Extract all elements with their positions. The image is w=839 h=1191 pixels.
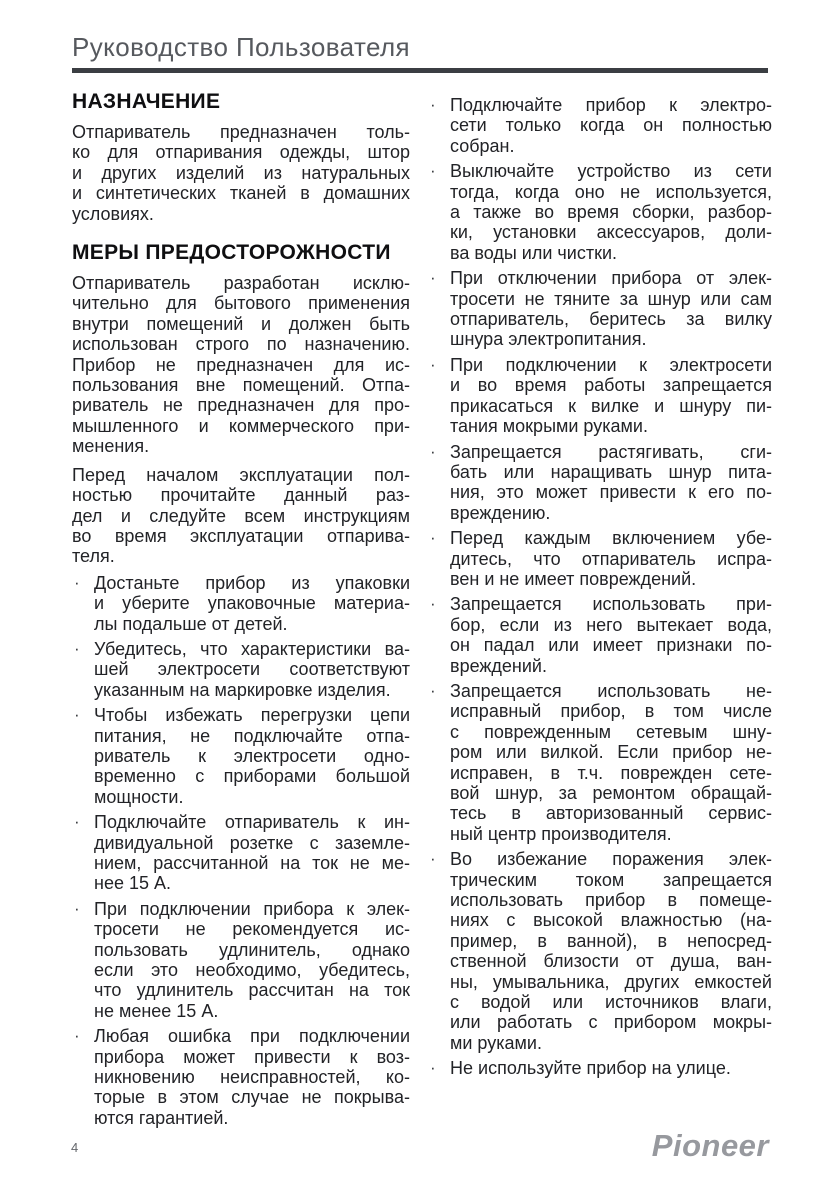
text-line: Чтобы избежать перегрузки цепи	[94, 705, 410, 726]
text-line: исправен, в т.ч. поврежден сете-	[450, 762, 772, 783]
text-line: При подключении прибора к элек-	[94, 898, 410, 919]
bullet-text	[94, 1026, 410, 1128]
list-item	[428, 268, 772, 350]
list-item	[72, 639, 410, 700]
list-item	[428, 1058, 772, 1078]
bullet-text	[94, 899, 410, 1021]
text-line: Во избежание поражения элек-	[450, 849, 772, 870]
text-line: тесь в авторизованный сервис-	[450, 803, 772, 824]
page-number: 4	[71, 1140, 79, 1155]
section-heading-precautions: МЕРЫ ПРЕДОСТОРОЖНОСТИ	[72, 241, 391, 265]
text-line: ром или вилкой. Если прибор не-	[450, 742, 772, 763]
text-line: бор, если из него вытекает вода,	[450, 614, 772, 635]
text-line: или работать с прибором мокры-	[450, 1012, 772, 1033]
text-line: Выключайте устройство из сети	[450, 161, 772, 182]
text-line: При отключении прибора от элек-	[450, 268, 772, 289]
header-divider	[72, 68, 768, 73]
text-line: бать или наращивать шнур пита-	[450, 461, 772, 482]
bullet-icon: ·	[74, 1026, 80, 1046]
text-line: пример, в ванной), в непосред-	[450, 930, 772, 951]
text-line: Прибор не предназначен для ис-	[72, 354, 410, 375]
text-line: Подключайте отпариватель к ин-	[94, 812, 410, 833]
text-line: нее 15 А.	[94, 873, 171, 894]
text-line: ственной близости от душа, ван-	[450, 951, 772, 972]
list-item	[428, 442, 772, 524]
list-item	[72, 812, 410, 894]
list-item	[428, 594, 772, 676]
bullet-icon: ·	[430, 849, 436, 869]
bullet-text	[450, 442, 772, 524]
right-column	[428, 90, 772, 1079]
bullet-icon: ·	[430, 354, 436, 374]
bullet-icon: ·	[430, 161, 436, 181]
brand-logo: Pioneer	[651, 1128, 769, 1163]
text-line: никновению неисправностей, ко-	[94, 1067, 410, 1088]
text-line: ны, умывальника, других емкостей	[450, 971, 772, 992]
left-column	[72, 90, 410, 1128]
section-heading-purpose: НАЗНАЧЕНИЕ	[72, 90, 221, 113]
text-line: ми руками.	[450, 1032, 542, 1053]
text-line: питания, не подключайте отпа-	[94, 725, 410, 746]
text-line: он падал или имеет признаки по-	[450, 635, 772, 656]
text-line: ниях с высокой влажностью (на-	[450, 910, 772, 931]
list-item	[72, 899, 410, 1021]
text-line: ния, это может привести к его по-	[450, 482, 772, 503]
bullet-text	[450, 161, 772, 263]
bullet-text	[94, 812, 410, 894]
bullet-icon: ·	[74, 705, 80, 725]
text-line: и других изделий из натуральных	[72, 162, 410, 183]
bullet-icon: ·	[430, 594, 436, 614]
text-line: шей электросети соответствуют	[94, 659, 410, 680]
text-line: пользования вне помещений. Отпа-	[72, 375, 410, 396]
text-line: дитесь, что отпариватель испра-	[450, 548, 772, 569]
bullet-text	[450, 528, 772, 589]
page-title: Руководство Пользователя	[72, 32, 411, 62]
text-line: указанным на маркировке изделия.	[94, 679, 391, 700]
text-line: торые в этом случае не покрыва-	[94, 1087, 410, 1108]
bullet-text	[450, 268, 772, 350]
text-line: собран.	[450, 135, 515, 156]
text-line: ются гарантией.	[94, 1107, 229, 1128]
bullet-list	[72, 573, 410, 1129]
bullet-icon: ·	[430, 528, 436, 548]
text-line: с поврежденным сетевым шну-	[450, 721, 772, 742]
text-line: условиях.	[72, 203, 154, 224]
text-line: вреждению.	[450, 502, 551, 523]
text-line: отпариватель, беритесь за вилку	[450, 309, 772, 330]
list-item	[428, 849, 772, 1053]
bullet-icon: ·	[430, 95, 436, 114]
paragraph	[72, 465, 410, 567]
text-line: мощности.	[94, 786, 184, 807]
bullet-icon: ·	[74, 812, 80, 832]
text-line: Не используйте прибор на улице.	[450, 1058, 731, 1079]
text-line: прикасаться к вилке и шнуру пи-	[450, 395, 772, 416]
text-line: Запрещается растягивать, сги-	[450, 441, 772, 462]
text-line: ва воды или чистки.	[450, 242, 618, 263]
text-line: тросети не рекомендуется ис-	[94, 919, 410, 940]
text-line: что удлинитель рассчитан на ток	[94, 980, 410, 1001]
text-line: трическим током запрещается	[450, 869, 772, 890]
text-line: лы подальше от детей.	[94, 613, 288, 634]
text-line: тания мокрыми руками.	[450, 416, 648, 437]
paragraph	[72, 273, 410, 457]
bullet-icon: ·	[430, 441, 436, 461]
bullet-list	[428, 95, 772, 1079]
bullet-icon: ·	[74, 572, 80, 592]
list-item	[72, 573, 410, 634]
bullet-text	[94, 705, 410, 807]
text-line: ный центр производителя.	[450, 823, 672, 844]
text-line: и уберите упаковочные материа-	[94, 593, 410, 614]
bullet-icon: ·	[430, 1058, 436, 1078]
text-line: использовать прибор в помеще-	[450, 890, 772, 911]
text-line: сети только когда он полностью	[450, 115, 772, 136]
text-line: прибора может привести к воз-	[94, 1046, 410, 1067]
bullet-icon: ·	[430, 268, 436, 288]
bullet-text	[450, 95, 772, 156]
list-item	[428, 355, 772, 437]
list-item	[72, 1026, 410, 1128]
text-line: При подключении к электросети	[450, 354, 772, 375]
text-line: теля.	[72, 546, 115, 567]
text-line: во время эксплуатации отпарива-	[72, 525, 410, 546]
text-line: не менее 15 А.	[94, 1000, 219, 1021]
text-line: менения.	[72, 436, 150, 457]
text-line: Любая ошибка при подключении	[94, 1026, 410, 1047]
text-line: и синтетических тканей в домашних	[72, 183, 410, 204]
text-line: вой шнур, за ремонтом обращай-	[450, 783, 772, 803]
text-line: а также во время сборки, разбор-	[450, 202, 772, 223]
text-line: ко для отпаривания одежды, штор	[72, 142, 410, 163]
list-item	[428, 681, 772, 844]
text-line: Убедитесь, что характеристики ва-	[94, 638, 410, 659]
text-line: пользовать удлинитель, однако	[94, 939, 410, 960]
text-line: риватель не предназначен для про-	[72, 395, 410, 416]
text-line: и во время работы запрещается	[450, 375, 772, 396]
text-line: тросети не тяните за шнур или сам	[450, 288, 772, 309]
bullet-icon: ·	[430, 680, 436, 700]
text-line: исправный прибор, в том числе	[450, 701, 772, 722]
text-line: Отпариватель предназначен толь-	[72, 122, 410, 142]
list-item	[428, 528, 772, 589]
text-line: дивидуальной розетке с заземле-	[94, 832, 410, 853]
text-line: вен и не имеет повреждений.	[450, 568, 697, 589]
text-line: Достаньте прибор из упаковки	[94, 572, 410, 593]
text-line: нием, рассчитанной на ток не ме-	[94, 853, 410, 873]
text-line: Подключайте прибор к электро-	[450, 95, 772, 115]
list-item	[428, 161, 772, 263]
text-line: если это необходимо, убедитесь,	[94, 960, 410, 981]
list-item	[72, 705, 410, 807]
text-line: Перед каждым включением убе-	[450, 528, 772, 549]
bullet-text	[450, 594, 772, 676]
text-line: ностью прочитайте данный раз-	[72, 485, 410, 506]
paragraph	[72, 122, 410, 224]
bullet-text	[450, 355, 772, 437]
text-line: Запрещается использовать не-	[450, 680, 772, 701]
text-line: Перед началом эксплуатации пол-	[72, 464, 410, 485]
bullet-text	[450, 1058, 772, 1078]
text-line: дел и следуйте всем инструкциям	[72, 505, 410, 526]
text-line: ки, установки аксессуаров, доли-	[450, 222, 772, 243]
text-line: риватель к электросети одно-	[94, 745, 410, 766]
text-line: мышленного и коммерческого при-	[72, 415, 410, 436]
text-line: шнура электропитания.	[450, 329, 647, 350]
text-line: внутри помещений и должен быть	[72, 313, 410, 334]
text-line: Запрещается использовать при-	[450, 594, 772, 615]
text-line: временно с приборами большой	[94, 766, 410, 787]
bullet-icon: ·	[74, 638, 80, 658]
text-line: использован строго по назначению.	[72, 334, 410, 355]
text-line: тогда, когда оно не используется,	[450, 181, 772, 202]
bullet-text	[94, 573, 410, 634]
text-line: чительно для бытового применения	[72, 293, 410, 314]
bullet-icon: ·	[74, 898, 80, 918]
text-line: Отпариватель разработан исклю-	[72, 273, 410, 294]
text-line: с водой или источников влаги,	[450, 992, 772, 1013]
list-item	[428, 95, 772, 156]
bullet-text	[450, 681, 772, 844]
bullet-text	[94, 639, 410, 700]
bullet-text	[450, 849, 772, 1053]
text-line: вреждений.	[450, 655, 547, 676]
